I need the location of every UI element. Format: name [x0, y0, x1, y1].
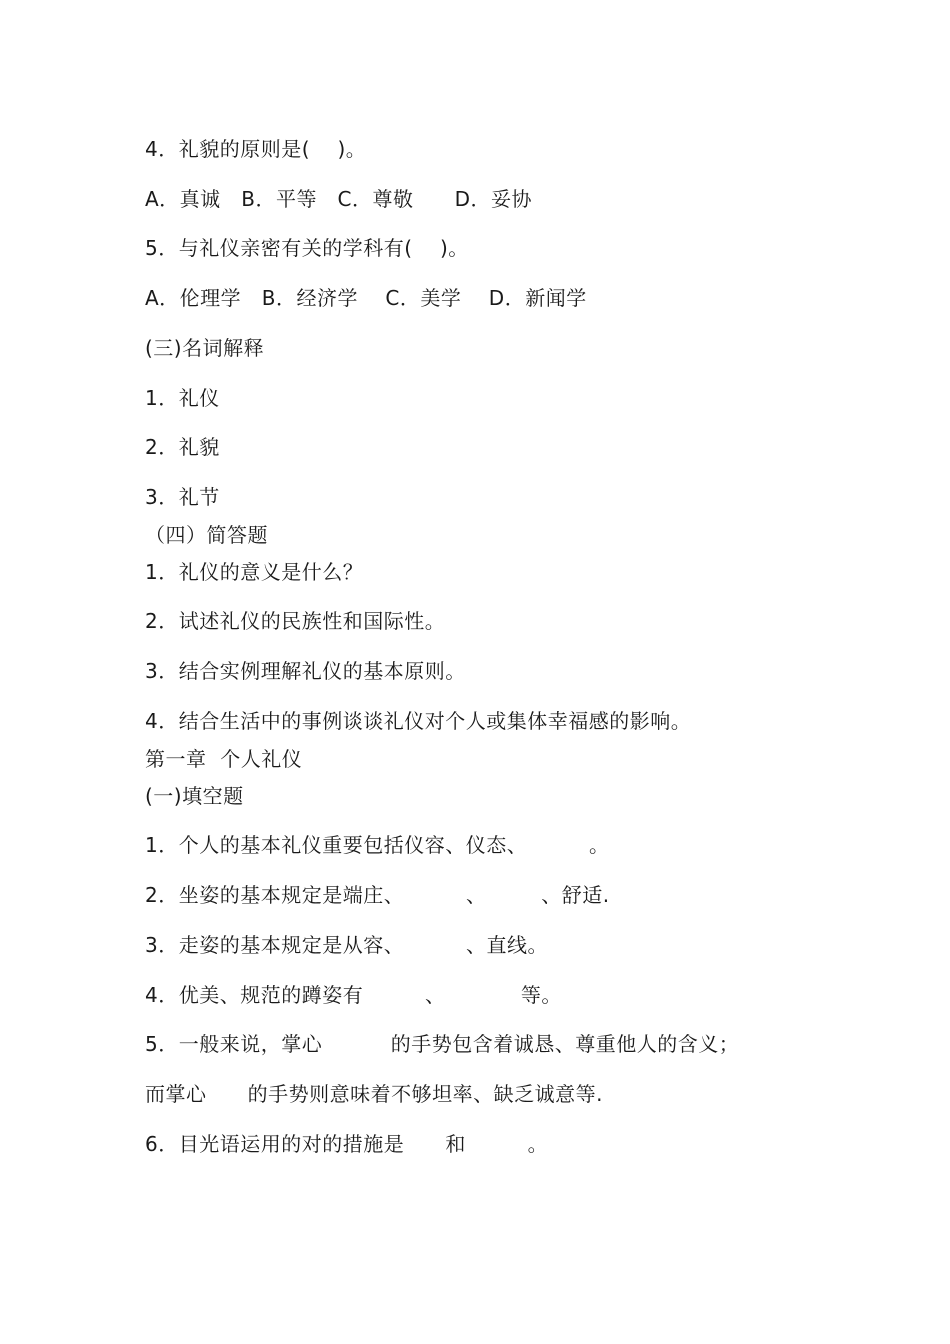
section-heading-term-definition: (三)名词解释 — [145, 336, 265, 360]
fill-blank-3: 3．走姿的基本规定是从容、 、直线。 — [145, 933, 548, 957]
question-5-subjects: 5．与礼仪亲密有关的学科有( )。 — [145, 236, 469, 260]
short-answer-4: 4．结合生活中的事例谈谈礼仪对个人或集体幸福感的影响。 — [145, 709, 692, 733]
term-1: 1．礼仪 — [145, 386, 220, 410]
fill-blank-6: 6．目光语运用的对的措施是 和 。 — [145, 1132, 549, 1156]
question-4-options: A．真诚 B．平等 C．尊敬 D．妥协 — [145, 187, 533, 211]
fill-blank-5-line-1: 5．一般来说，掌心 的手势包含着诚恳、尊重他人的含义； — [145, 1032, 740, 1056]
term-3: 3．礼节 — [145, 485, 220, 509]
fill-blank-4: 4．优美、规范的蹲姿有 、 等。 — [145, 983, 562, 1007]
section-heading-fill-blank: (一)填空题 — [145, 784, 244, 808]
fill-blank-2: 2．坐姿的基本规定是端庄、 、 、舒适. — [145, 883, 610, 907]
question-5-options: A．伦理学 B．经济学 C．美学 D．新闻学 — [145, 286, 587, 310]
section-heading-short-answer: （四）简答题 — [145, 523, 268, 547]
chapter-title: 第一章 个人礼仪 — [145, 747, 303, 771]
term-2: 2．礼貌 — [145, 435, 220, 459]
fill-blank-5-line-2: 而掌心 的手势则意味着不够坦率、缺乏诚意等. — [145, 1082, 604, 1106]
short-answer-3: 3．结合实例理解礼仪的基本原则。 — [145, 659, 466, 683]
short-answer-2: 2．试述礼仪的民族性和国际性。 — [145, 609, 446, 633]
fill-blank-1: 1．个人的基本礼仪重要包括仪容、仪态、 。 — [145, 833, 610, 857]
question-4-principle: 4．礼貌的原则是( )。 — [145, 137, 367, 161]
short-answer-1: 1．礼仪的意义是什么？ — [145, 560, 364, 584]
